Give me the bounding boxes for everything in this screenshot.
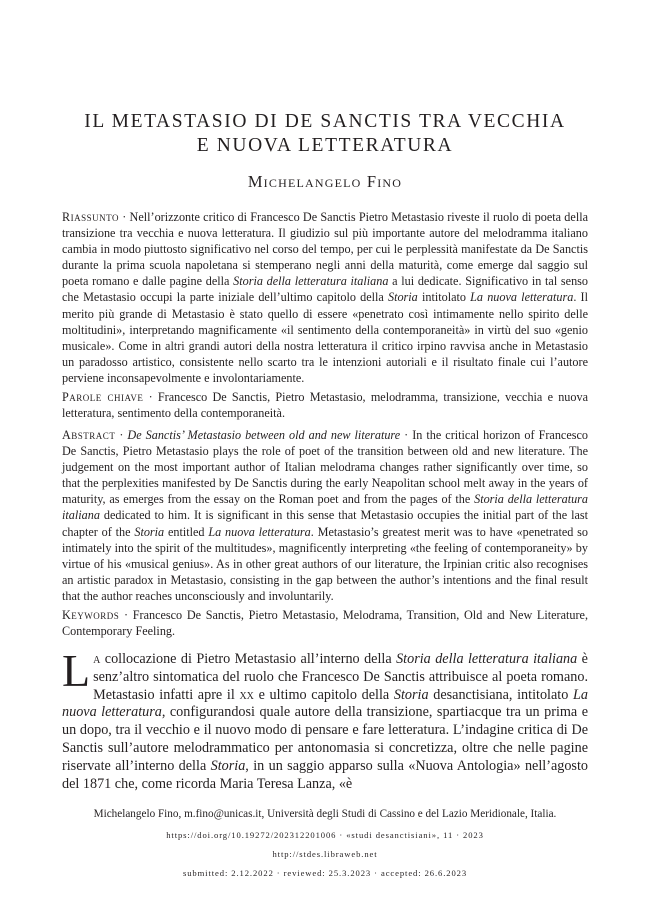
riassunto-italic-3: La nuova letteratura xyxy=(470,290,574,305)
abstract-label: Abstract xyxy=(62,428,116,442)
parole-chiave-text: Francesco De Sanctis, Pietro Metastasio, melodramma, transizione, vecchia e nuova letteratura, sentimento della contemporaneità. xyxy=(62,390,588,421)
body-text-6: , in un saggio apparso sulla «Nuova Antologia» nell’agosto del 1871 che, come ricorda Maria Teresa Lanza, «è xyxy=(62,757,588,792)
abstract-text-2: dedicated to him. It is significant in this sense that Metastasio occupies the initial part of the last chapter of the xyxy=(62,508,588,539)
keywords-separator: · xyxy=(119,608,133,622)
body-text-1: collocazione di Pietro Metastasio all’interno della xyxy=(100,651,397,667)
body-text-4: desanctisiana, intitolato xyxy=(428,686,574,703)
keywords-paragraph xyxy=(62,607,588,639)
body-lead-smallcaps: a xyxy=(93,651,101,667)
parole-chiave-label: Parole chiave xyxy=(62,390,144,404)
abstract-separator-2: · xyxy=(400,428,413,442)
article-title xyxy=(60,110,590,158)
body-text-3: e ultimo capitolo della xyxy=(253,686,394,703)
body-text-2: è senz’altro sintomatica del ruolo che Francesco De Sanctis attribuisce al poeta romano. Metastasio infatti apre il xyxy=(93,651,588,703)
riassunto-section xyxy=(62,209,588,386)
abstract-italic-3: La nuova letteratura xyxy=(208,524,311,539)
abstract-text-4: . Metastasio’s greatest merit was to have «penetrated so intimately into the spirit of the multitudes», magnificently interpreting «the feeling of contemporaneity» by virtue of his «musical genius». As in other great authors of our literature, the Irpinian critic also recognises an artistic paradox in Metastasio, consisting in the gap between the author’s intentions and the final result that the author reaches unconsciously and involuntarily. xyxy=(62,524,588,603)
body-italic-2: Storia xyxy=(393,686,429,703)
parole-chiave-paragraph xyxy=(62,389,588,421)
riassunto-text-1: Nell’orizzonte critico di Francesco De Sanctis Pietro Metastasio riveste il ruolo di poeta della transizione tra vecchia e nuova letteratura. Il giudizio sul più importante autore del melodramma italiano cambia in modo piuttosto significativo nel corso del tempo, per cui le perplessità manifestate da De Sanctis durante la prima scuola napoletana si stemperano negli anni della maturità, come emerge dal saggio sul poeta romano e dalle pagine della xyxy=(62,210,588,289)
body-italic-3: La nuova letteratura xyxy=(62,686,588,721)
riassunto-text-2: a lui dedicate. Significativo in tal senso che Metastasio occupi la parte iniziale dell’ultimo capitolo della xyxy=(62,274,589,305)
riassunto-text-3: intitolato xyxy=(417,290,471,305)
journal-url[interactable]: http://stdes.libraweb.net xyxy=(272,849,378,859)
body-text-5: , configurandosi quale autore della transizione, spartiacque tra un prima e un dopo, tra il vecchio e il nuovo modo di pensare e fare letteratura. L’indagine critica di De Sanctis sull’autore melodrammatico per antonomasia si concretizza, oltre che nelle pagine riservate all’interno della xyxy=(62,704,588,774)
doi-line[interactable]: https://doi.org/10.19272/202312201006 · «studi desanctisiani», 11 · 2023 xyxy=(166,830,484,840)
body-italic-4: Storia xyxy=(210,757,246,774)
body-paragraph xyxy=(62,645,588,793)
article-title-line-2: E NUOVA LETTERATURA xyxy=(196,135,454,156)
keywords-text: Francesco De Sanctis, Pietro Metastasio, Melodrama, Transition, Old and New Literature, Contemporary Feeling. xyxy=(62,608,589,639)
author-affiliation: Michelangelo Fino, m.fino@unicas.it, Università degli Studi di Cassino e del Lazio Meridionale, Italia. xyxy=(93,808,557,820)
author-name: Michelangelo Fino xyxy=(247,172,403,191)
riassunto-italic-1: Storia della letteratura italiana xyxy=(233,274,389,289)
parole-chiave-section xyxy=(62,389,588,421)
riassunto-separator: · xyxy=(118,210,130,224)
abstract-paragraph xyxy=(62,427,588,604)
abstract-text-1: In the critical horizon of Francesco De Sanctis, Pietro Metastasio plays the role of poet of the transition between old and new literature. The judgement on the most important author of Italian melodrama changes rather significantly over time, so that the perplexities manifested by De Sanctis during the early Neapolitan school melt away in the years of maturity, as emerges from the essay on the Roman poet and from the pages of the xyxy=(62,428,588,507)
riassunto-label: Riassunto xyxy=(62,210,119,224)
abstract-text-3: entitled xyxy=(164,524,209,539)
abstract-title: De Sanctis’ Metastasio between old and new literature xyxy=(127,428,401,442)
keywords-label: Keywords xyxy=(62,608,120,622)
riassunto-italic-2: Storia xyxy=(387,290,418,305)
body-roman-numeral: xx xyxy=(239,686,254,703)
submission-dates: submitted: 2.12.2022 · reviewed: 25.3.2023 · accepted: 26.6.2023 xyxy=(182,868,468,878)
riassunto-text-4: . Il merito più grande di Metastasio è stato quello di essere «penetrato così intimamente nello spirito delle moltitudini», interpretando magnificamente «il sentimento della contemporaneità» in virtù del suo «genio musicale». Come in altri grandi autori della nostra letteratura il critico irpino ravvisa anche in Metastasio un paradosso artistico, consistente nello scarto tra le intenzioni autoriali e il risultato finale cui l’autore perviene inconsapevolmente e involontariamente. xyxy=(62,290,588,385)
drop-cap: L xyxy=(62,645,91,696)
abstract-italic-2: Storia xyxy=(134,524,165,539)
abstract-separator: · xyxy=(115,428,128,442)
body-italic-1: Storia della letteratura italiana xyxy=(396,651,578,667)
abstract-section xyxy=(62,427,588,604)
riassunto-paragraph xyxy=(62,209,588,386)
parole-chiave-separator: · xyxy=(143,390,158,404)
abstract-italic-1: Storia della letteratura italiana xyxy=(62,492,589,523)
keywords-section xyxy=(62,607,588,639)
article-title-line-1: IL METASTASIO DI DE SANCTIS TRA VECCHIA xyxy=(84,111,566,132)
